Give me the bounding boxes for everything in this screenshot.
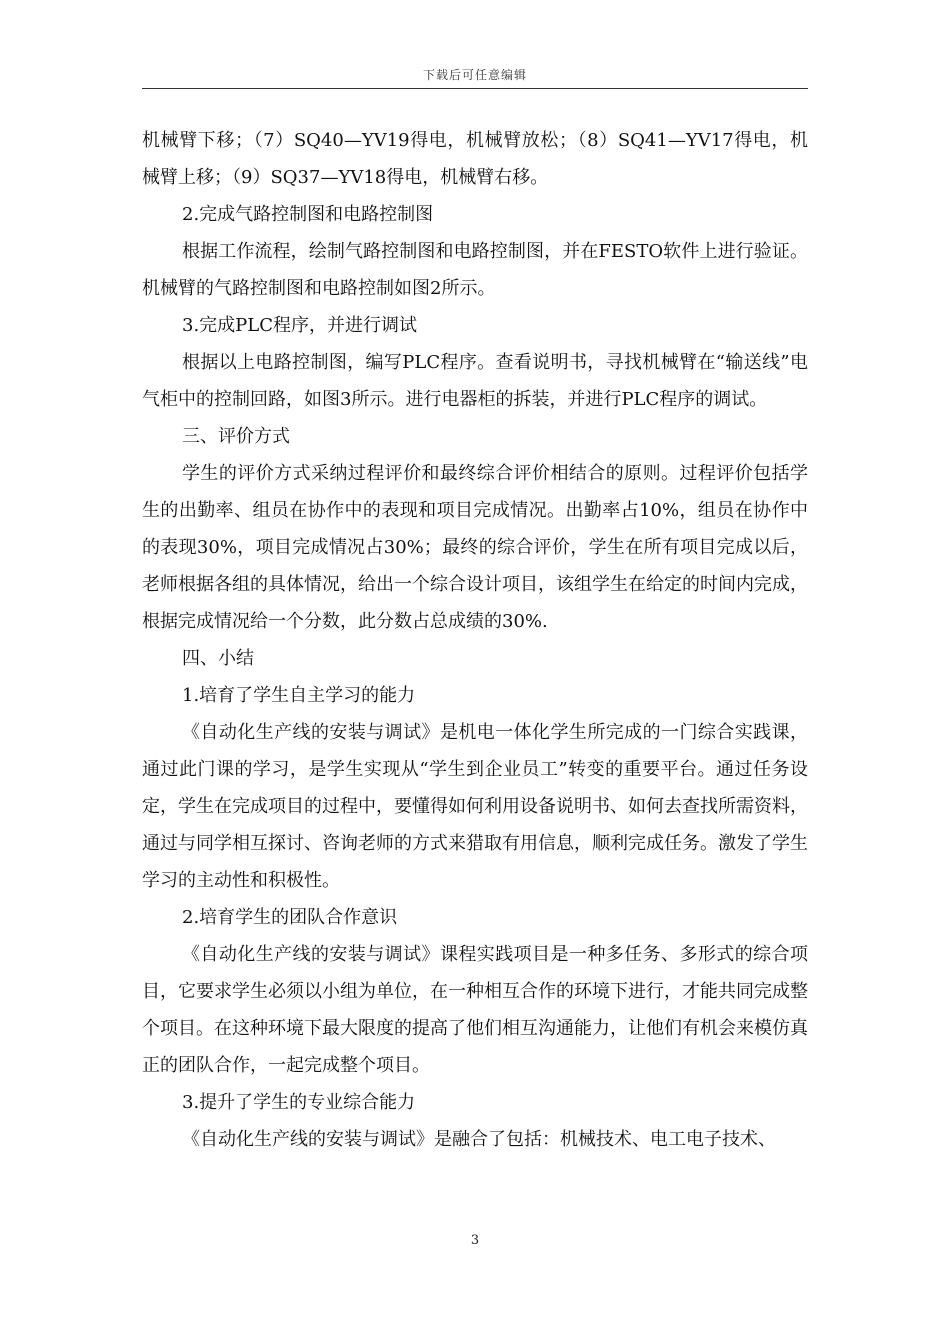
- subheading-self-learning: 1.培育了学生自主学习的能力: [182, 685, 416, 706]
- header-divider: [142, 88, 808, 89]
- paragraph-self-learning: 《自动化生产线的安装与调试》是机电一体化学生所完成的一门综合实践课，通过此门课的学习，是学生实现从“学生到企业员工”转变的重要平台。通过任务设定，学生在完成项目的过程中，要懂得如何利用设备说明书、如何去查找所需资料，通过与同学相互探讨、咨询老师的方式来猎取有用信息，顺利完成任务。激发了学生学习的主动性和积极性。: [142, 722, 808, 891]
- subheading-professional-ability: 3.提升了学生的专业综合能力: [182, 1092, 416, 1113]
- section-heading-evaluation: 三、评价方式: [182, 426, 290, 447]
- section-heading-summary: 四、小结: [182, 648, 254, 669]
- page-header: 下载后可任意编辑: [422, 68, 527, 82]
- subheading-plc-program: 3.完成PLC程序，并进行调试: [182, 315, 418, 336]
- document-body: [142, 122, 808, 1158]
- paragraph-teamwork: 《自动化生产线的安装与调试》课程实践项目是一种多任务、多形式的综合项目，它要求学生必须以小组为单位，在一种相互合作的环境下进行，才能共同完成整个项目。在这种环境下最大限度的提高了他们相互沟通能力，让他们有机会来模仿真正的团队合作，一起完成整个项目。: [142, 944, 808, 1076]
- paragraph-professional-ability: 《自动化生产线的安装与调试》是融合了包括：机械技术、电工电子技术、: [182, 1129, 776, 1150]
- paragraph-continuation: 机械臂下移；（7）SQ40—YV19得电，机械臂放松；（8）SQ41—YV17得电，机械臂上移；（9）SQ37—YV18得电，机械臂右移。: [142, 130, 808, 188]
- paragraph-plc-program: 根据以上电路控制图，编写PLC程序。查看说明书，寻找机械臂在“输送线”电气柜中的控制回路，如图3所示。进行电器柜的拆装，并进行PLC程序的调试。: [142, 352, 808, 410]
- page-number: 3: [470, 1233, 480, 1248]
- subheading-circuit-diagrams: 2.完成气路控制图和电路控制图: [182, 204, 434, 225]
- paragraph-evaluation: 学生的评价方式采纳过程评价和最终综合评价相结合的原则。过程评价包括学生的出勤率、组员在协作中的表现和项目完成情况。出勤率占10%，组员在协作中的表现30%，项目完成情况占30%；最终的综合评价，学生在所有项目完成以后，老师根据各组的具体情况，给出一个综合设计项目，该组学生在给定的时间内完成，根据完成情况给一个分数，此分数占总成绩的30%.: [142, 463, 808, 632]
- subheading-teamwork: 2.培育学生的团队合作意识: [182, 907, 398, 928]
- paragraph-circuit-diagrams: 根据工作流程，绘制气路控制图和电路控制图，并在FESTO软件上进行验证。机械臂的气路控制图和电路控制如图2所示。: [142, 241, 808, 299]
